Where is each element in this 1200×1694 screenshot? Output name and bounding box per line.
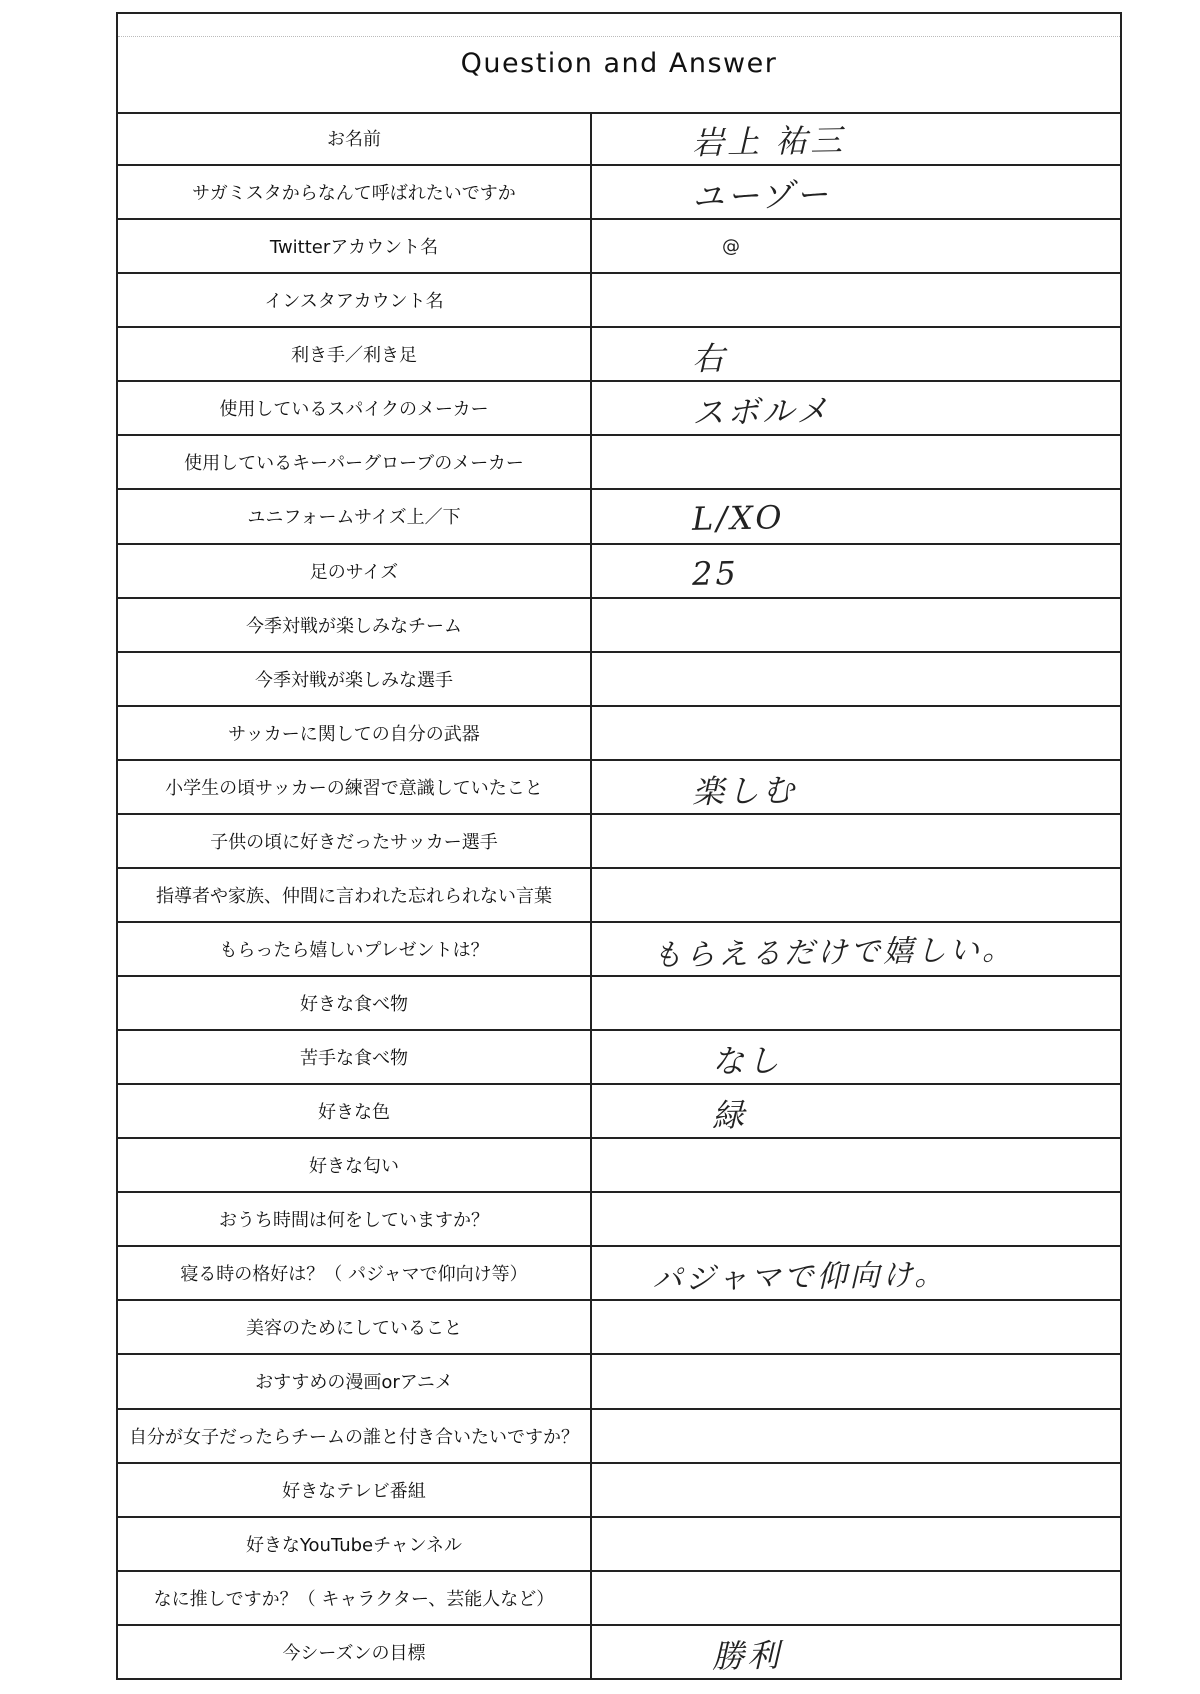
answer-cell [592,1405,1121,1466]
question-cell: 今シーズンの目標 [118,1626,592,1678]
answer-cell: 緑 [711,1096,748,1135]
qa-row [118,1031,1120,1085]
question-cell: おうち時間は何をしていますか？ [118,1193,592,1245]
answer-cell: 勝利 [711,1636,783,1676]
question-cell: インスタアカウント名 [118,274,592,326]
answer-cell: 楽しむ [691,770,798,811]
qa-row [118,707,1120,761]
qa-row [118,112,1120,166]
question-cell: 好きな食べ物 [118,977,592,1029]
answer-cell [592,648,1121,709]
answer-cell [592,1513,1121,1574]
question-cell: ユニフォームサイズ上／下 [118,490,592,542]
question-cell: 好きなYouTubeチャンネル [118,1518,592,1570]
qa-row [118,923,1120,977]
question-cell: Twitterアカウント名 [118,220,592,272]
question-cell: 自分が女子だったらチームの誰と付き合いたいですか？ [118,1410,592,1462]
question-cell: 小学生の頃サッカーの練習で意識していたこと [118,761,592,813]
answer-cell [592,702,1121,763]
answer-cell [592,1135,1121,1196]
answer-cell: 岩上 祐三 [691,121,846,162]
answer-cell [592,1459,1121,1520]
answer-cell: 右 [691,339,728,379]
answer-cell [592,432,1121,493]
answer-cell: 25 [691,553,740,593]
qa-row [118,545,1120,599]
question-cell: おすすめの漫画orアニメ [118,1355,592,1407]
question-cell: お名前 [118,112,592,164]
answer-cell: もらえるだけで嬉しい。 [651,932,1016,974]
qa-row [118,490,1120,544]
question-cell: 寝る時の格好は？（ パジャマで仰向け等） [118,1247,592,1299]
question-cell: 好きな色 [118,1085,592,1137]
question-cell: 利き手／利き足 [118,328,592,380]
qa-row [118,1139,1120,1193]
qa-row [118,869,1120,923]
answer-cell: パジャマで仰向け。 [651,1257,948,1298]
qa-row [118,1518,1120,1572]
qa-row [118,761,1120,815]
question-cell: 好きなテレビ番組 [118,1464,592,1516]
qa-row [118,166,1120,220]
question-cell: もらったら嬉しいプレゼントは？ [118,923,592,975]
qa-row [118,977,1120,1031]
qa-table [118,112,1120,1678]
answer-cell [592,594,1121,655]
answer-cell: L/XO [691,498,785,539]
answer-cell [592,1189,1121,1250]
answer-cell [592,972,1121,1033]
question-cell: なに推しですか？（ キャラクター、芸能人など） [118,1572,592,1624]
qa-row [118,382,1120,436]
questionnaire-sheet [116,12,1122,1680]
qa-row [118,1301,1120,1355]
qa-row [118,274,1120,328]
question-cell: 指導者や家族、仲間に言われた忘れられない言葉 [118,869,592,921]
answer-cell [592,1351,1121,1412]
qa-row [118,328,1120,382]
answer-cell [592,1567,1121,1628]
qa-row [118,1085,1120,1139]
qa-row [118,220,1120,274]
question-cell: 好きな匂い [118,1139,592,1191]
question-cell: 子供の頃に好きだったサッカー選手 [118,815,592,867]
qa-row [118,1410,1120,1464]
question-cell: 足のサイズ [118,545,592,597]
answer-cell [592,810,1121,871]
answer-cell [592,270,1121,331]
qa-row [118,1572,1120,1626]
answer-cell [592,864,1121,925]
title-row [118,14,1120,114]
answer-cell: ユーゾー [691,175,832,216]
qa-row [118,653,1120,707]
qa-row [118,1193,1120,1247]
answer-cell: @ [722,235,740,257]
dotted-guide [118,36,1120,37]
qa-row [118,1464,1120,1518]
answer-cell [592,1297,1121,1358]
qa-row [118,1626,1120,1678]
answer-cell: なし [711,1041,783,1081]
question-cell: 美容のためにしていること [118,1301,592,1353]
qa-row [118,599,1120,653]
question-cell: 使用しているキーパーグローブのメーカー [118,436,592,488]
qa-row [118,1355,1120,1409]
question-cell: サガミスタからなんて呼ばれたいですか [118,166,592,218]
question-cell: 今季対戦が楽しみなチーム [118,599,592,651]
qa-row [118,436,1120,490]
question-cell: 使用しているスパイクのメーカー [118,382,592,434]
question-cell: サッカーに関しての自分の武器 [118,707,592,759]
page-title: Question and Answer [460,47,778,79]
qa-row [118,815,1120,869]
question-cell: 苦手な食べ物 [118,1031,592,1083]
qa-row [118,1247,1120,1301]
answer-cell: スボルメ [691,391,832,433]
question-cell: 今季対戦が楽しみな選手 [118,653,592,705]
